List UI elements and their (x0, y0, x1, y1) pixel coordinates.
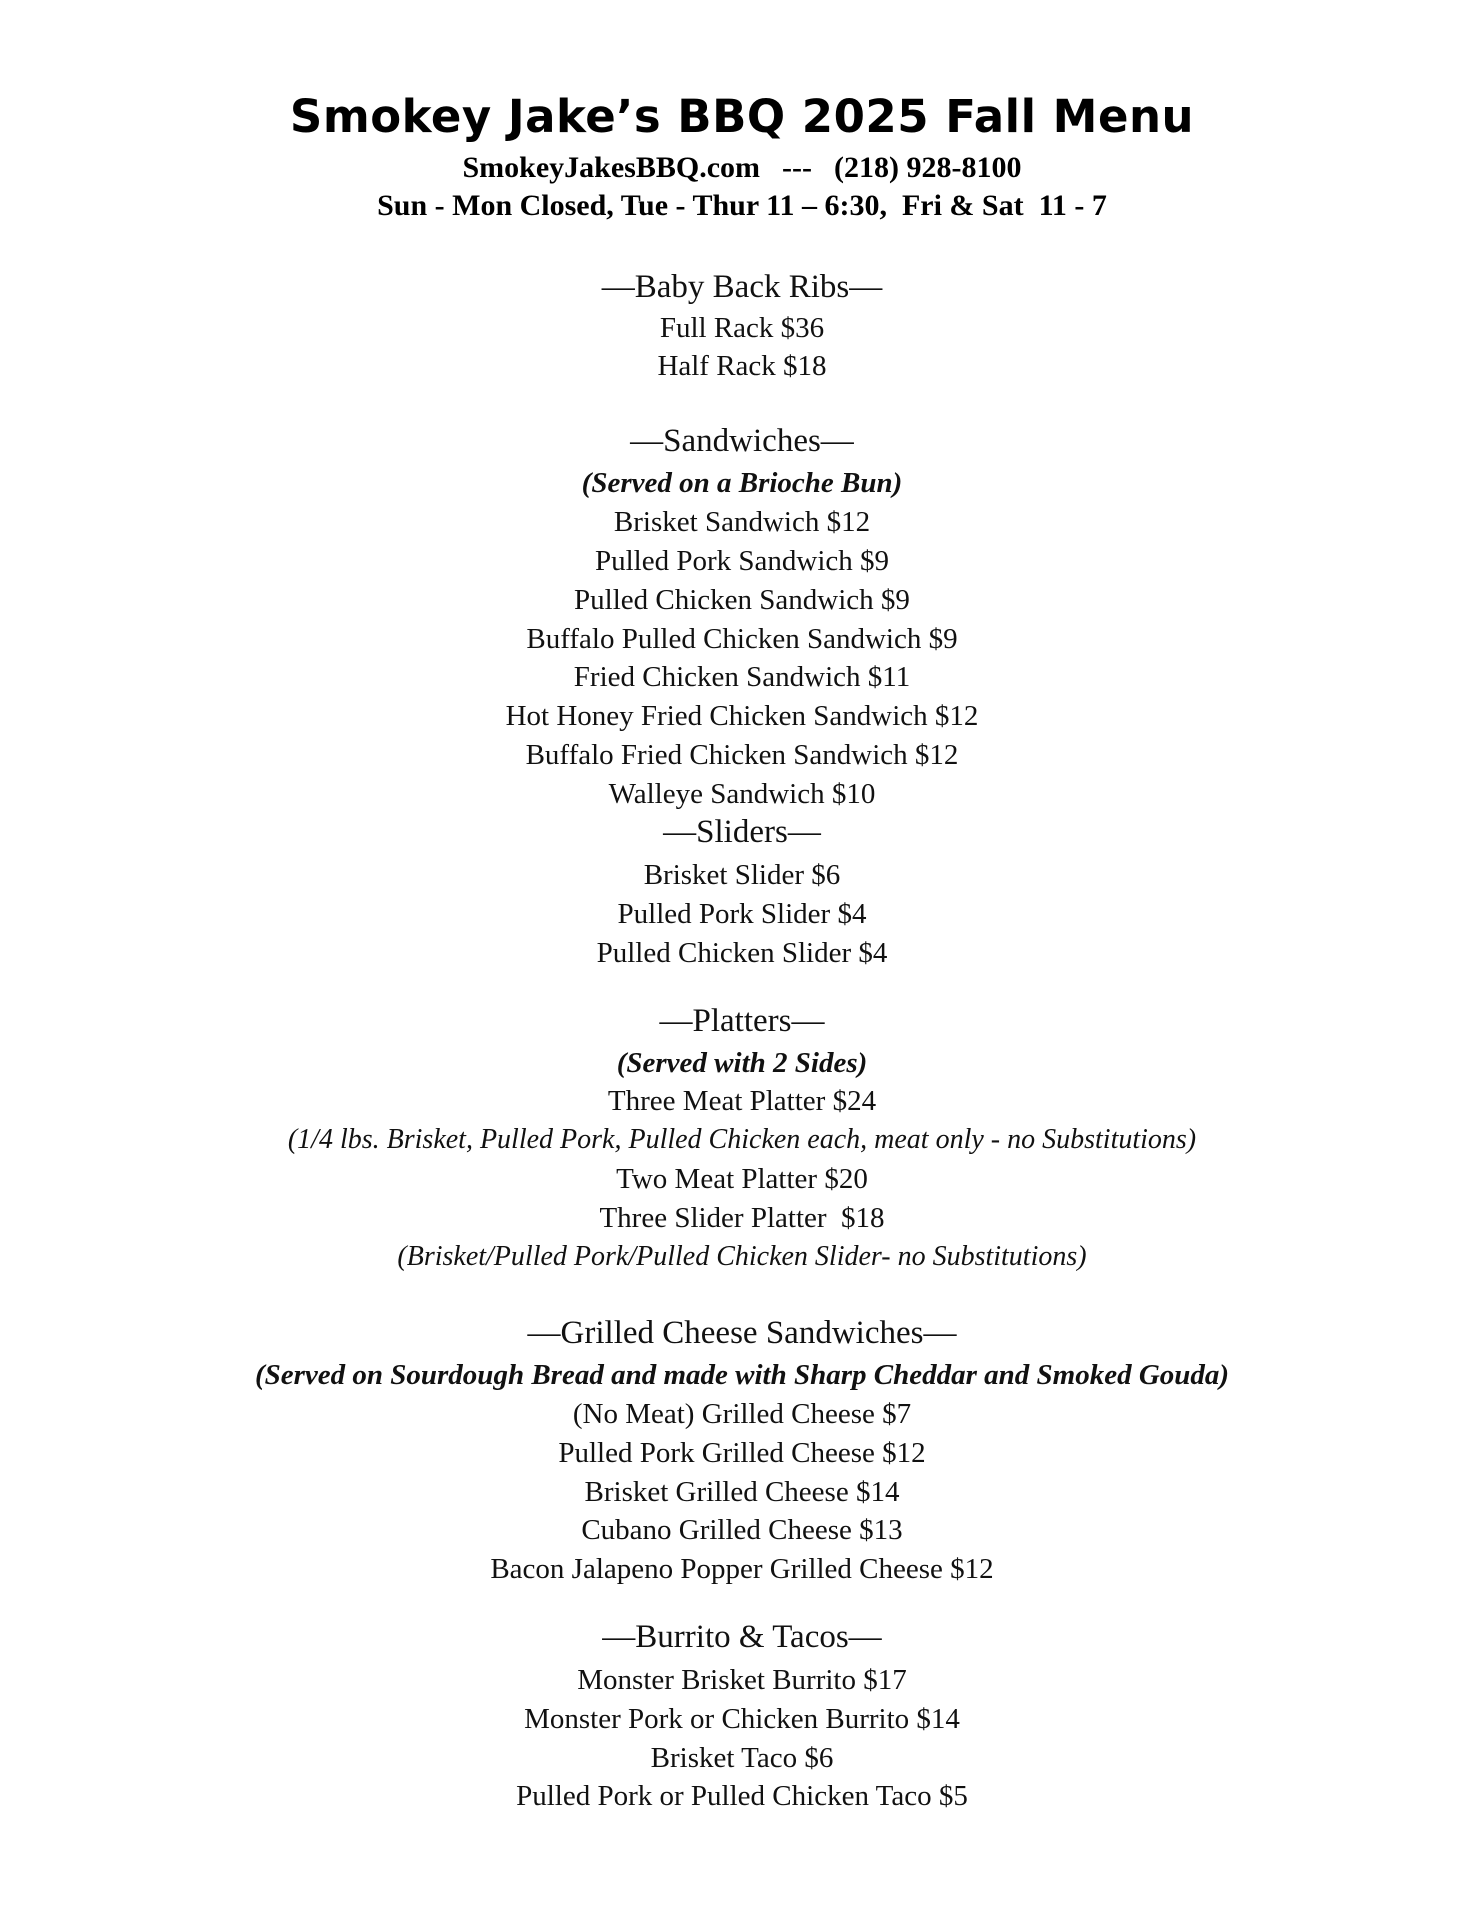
menu-item: Three Slider Platter $18 (599, 1202, 885, 1234)
menu-item: Pulled Pork Grilled Cheese $12 (558, 1437, 926, 1469)
menu-item: Walleye Sandwich $10 (608, 778, 876, 810)
section-heading-platters: —Platters— (659, 1003, 825, 1039)
menu-item: Brisket Taco $6 (650, 1742, 834, 1774)
section-heading-ribs: —Baby Back Ribs— (601, 269, 883, 305)
menu-item: Pulled Pork or Pulled Chicken Taco $5 (516, 1780, 968, 1812)
section-heading-grilled-cheese: —Grilled Cheese Sandwiches— (527, 1315, 957, 1351)
menu-item: Half Rack $18 (657, 350, 827, 382)
menu-item: Three Meat Platter $24 (607, 1085, 877, 1117)
contact-line (0, 150, 1484, 186)
menu-item: Cubano Grilled Cheese $13 (581, 1514, 903, 1546)
section-heading-sliders: —Sliders— (663, 814, 821, 850)
menu-item-note: (1/4 lbs. Brisket, Pulled Pork, Pulled Chicken each, meat only - no Substitutions) (287, 1124, 1197, 1155)
phone-text: (218) 928-8100 (834, 151, 1022, 184)
menu-title: Smokey Jake’s BBQ 2025 Fall Menu (289, 90, 1195, 143)
menu-item: Pulled Chicken Sandwich $9 (574, 584, 910, 616)
menu-item: Buffalo Pulled Chicken Sandwich $9 (526, 623, 958, 655)
section-heading-sandwiches: —Sandwiches— (630, 423, 854, 459)
menu-item: Pulled Pork Sandwich $9 (594, 545, 890, 577)
menu-item: Brisket Grilled Cheese $14 (584, 1476, 900, 1508)
menu-item: Brisket Slider $6 (643, 859, 841, 891)
menu-item: Hot Honey Fried Chicken Sandwich $12 (505, 700, 979, 732)
menu-item: Bacon Jalapeno Popper Grilled Cheese $12 (490, 1553, 994, 1585)
section-heading-burrito-tacos: —Burrito & Tacos— (602, 1619, 882, 1655)
website-text: SmokeyJakesBBQ.com (462, 151, 761, 184)
contact-separator: --- (782, 151, 812, 184)
menu-item: Pulled Pork Slider $4 (617, 898, 867, 930)
menu-item: Buffalo Fried Chicken Sandwich $12 (525, 739, 959, 771)
section-note-sandwiches: (Served on a Brioche Bun) (581, 467, 903, 499)
menu-item: Two Meat Platter $20 (616, 1163, 868, 1195)
menu-item: (No Meat) Grilled Cheese $7 (572, 1398, 912, 1430)
menu-item: Fried Chicken Sandwich $11 (573, 661, 911, 693)
section-note-grilled-cheese: (Served on Sourdough Bread and made with Sharp Cheddar and Smoked Gouda) (254, 1359, 1230, 1391)
menu-item: Full Rack $36 (659, 312, 825, 344)
menu-item-note: (Brisket/Pulled Pork/Pulled Chicken Slider- no Substitutions) (397, 1241, 1087, 1272)
section-note-platters: (Served with 2 Sides) (616, 1047, 868, 1079)
menu-item: Pulled Chicken Slider $4 (596, 937, 888, 969)
hours-line: Sun - Mon Closed, Tue - Thur 11 – 6:30, Fri & Sat 11 - 7 (377, 189, 1107, 222)
menu-item: Monster Pork or Chicken Burrito $14 (524, 1703, 960, 1735)
menu-item: Brisket Sandwich $12 (613, 506, 871, 538)
menu-item: Monster Brisket Burrito $17 (577, 1664, 907, 1696)
